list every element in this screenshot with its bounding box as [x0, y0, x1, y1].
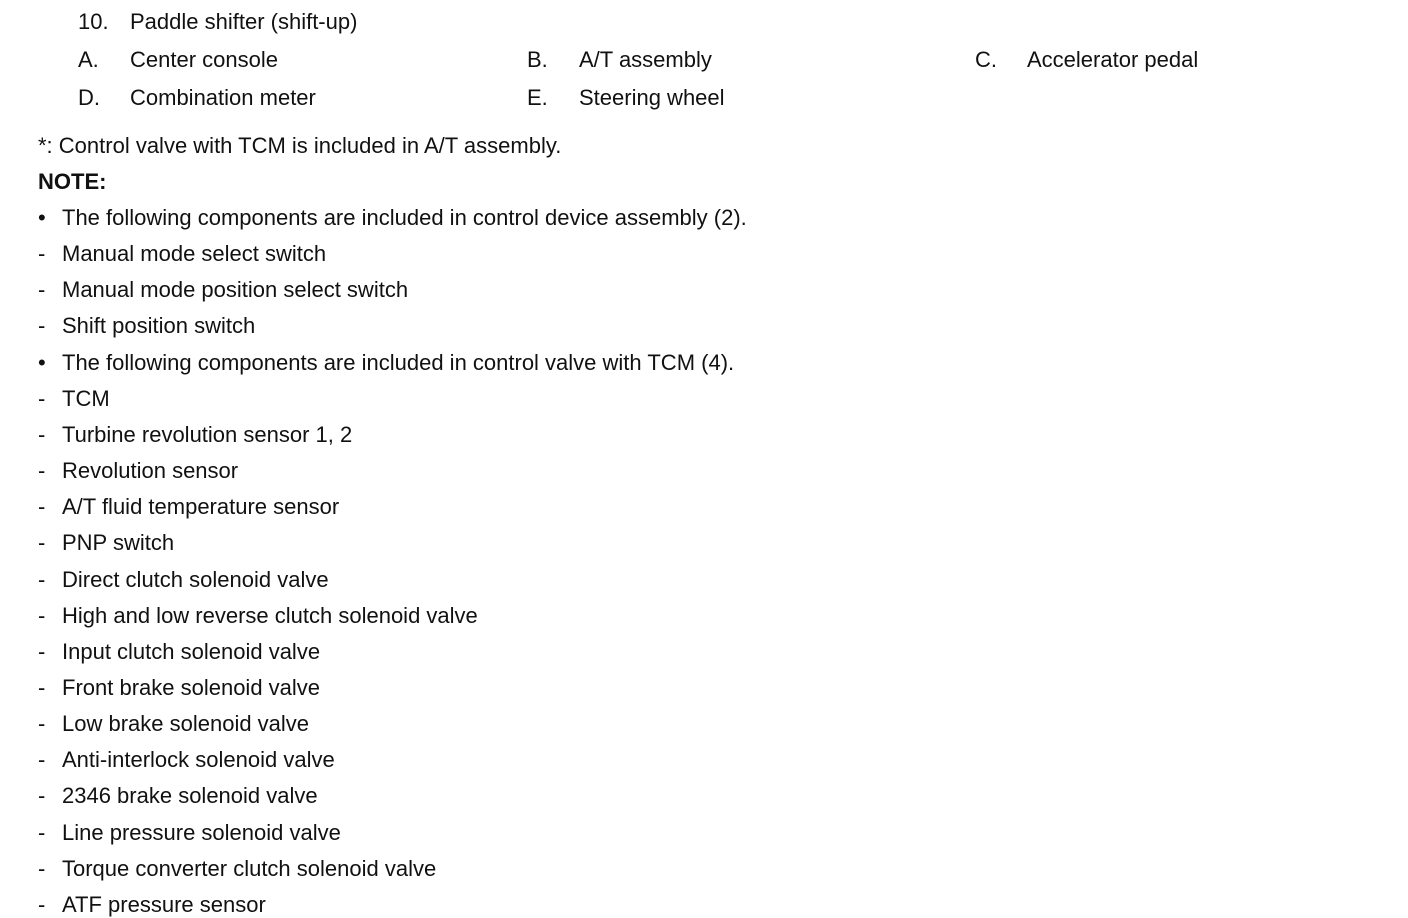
- dash-marker: -: [38, 313, 46, 339]
- dash-marker: -: [38, 638, 46, 664]
- item-text: A/T fluid temperature sensor: [62, 494, 340, 520]
- bullet-item: [38, 350, 734, 376]
- legend-letter-b: B.: [527, 47, 548, 72]
- item-text: The following components are included in control valve with TCM (4).: [62, 349, 735, 375]
- item-text: Low brake solenoid valve: [62, 711, 310, 737]
- dash-marker: -: [38, 819, 46, 845]
- dash-marker: -: [38, 458, 46, 483]
- dash-marker: -: [38, 277, 46, 303]
- dash-item: [38, 603, 478, 629]
- bullet-marker: •: [38, 349, 46, 375]
- dash-item: [38, 313, 255, 339]
- item-text: Torque converter clutch solenoid valve: [62, 855, 437, 881]
- dash-item: [38, 675, 320, 701]
- item-text: Shift position switch: [62, 313, 256, 339]
- item-text: PNP switch: [62, 530, 175, 556]
- item-text: TCM: [62, 385, 110, 411]
- item-text: The following components are included in control device assembly (2).: [62, 205, 747, 230]
- dash-item: [38, 494, 339, 520]
- dash-item: [38, 892, 266, 918]
- dash-marker: -: [38, 241, 46, 267]
- dash-marker: -: [38, 602, 46, 628]
- item-text: Line pressure solenoid valve: [62, 819, 341, 845]
- dash-item: [38, 639, 320, 665]
- dash-marker: -: [38, 675, 46, 700]
- dash-marker: -: [38, 530, 46, 556]
- dash-marker: -: [38, 747, 46, 773]
- item-text: Input clutch solenoid valve: [62, 638, 321, 664]
- legend-text-d: Combination meter: [130, 85, 316, 110]
- item-text: ATF pressure sensor: [62, 891, 266, 917]
- dash-item: [38, 241, 326, 267]
- dash-item: [38, 747, 335, 773]
- dash-marker: -: [38, 711, 46, 737]
- legend-number-10: 10.: [78, 9, 109, 34]
- legend-text-c: Accelerator pedal: [1027, 47, 1199, 72]
- dash-item: [38, 711, 309, 737]
- dash-item: [38, 458, 238, 484]
- dash-item: [38, 820, 341, 846]
- item-text: 2346 brake solenoid valve: [62, 783, 318, 809]
- dash-item: [38, 856, 436, 882]
- legend-text-e: Steering wheel: [579, 85, 725, 110]
- bullet-marker: •: [38, 205, 46, 230]
- note-heading: NOTE:: [38, 169, 107, 194]
- legend-text-10: Paddle shifter (shift-up): [130, 9, 358, 34]
- dash-item: [38, 277, 408, 303]
- dash-marker: -: [38, 494, 46, 520]
- dash-marker: -: [38, 421, 46, 447]
- dash-item: [38, 567, 329, 593]
- item-text: Anti-interlock solenoid valve: [62, 747, 335, 773]
- dash-item: [38, 386, 110, 412]
- item-text: Direct clutch solenoid valve: [62, 566, 329, 592]
- dash-marker: -: [38, 891, 46, 917]
- dash-item: [38, 783, 318, 809]
- item-text: Front brake solenoid valve: [62, 675, 321, 700]
- legend-letter-c: C.: [975, 47, 997, 72]
- footnote: *: Control valve with TCM is included in A/T assembly.: [38, 133, 562, 158]
- legend-letter-e: E.: [527, 85, 548, 110]
- dash-marker: -: [38, 385, 46, 411]
- dash-marker: -: [38, 783, 46, 809]
- legend-letter-a: A.: [78, 47, 99, 72]
- legend-letter-d: D.: [78, 85, 100, 110]
- dash-marker: -: [38, 855, 46, 881]
- dash-item: [38, 422, 352, 448]
- item-text: Manual mode select switch: [62, 241, 327, 267]
- item-text: Manual mode position select switch: [62, 277, 409, 303]
- item-text: Turbine revolution sensor 1, 2: [62, 421, 353, 447]
- legend-text-a: Center console: [130, 47, 278, 72]
- item-text: Revolution sensor: [62, 458, 239, 483]
- legend-text-b: A/T assembly: [579, 47, 712, 72]
- bullet-item: [38, 205, 747, 231]
- dash-marker: -: [38, 566, 46, 592]
- dash-item: [38, 530, 174, 556]
- item-text: High and low reverse clutch solenoid valve: [62, 602, 478, 628]
